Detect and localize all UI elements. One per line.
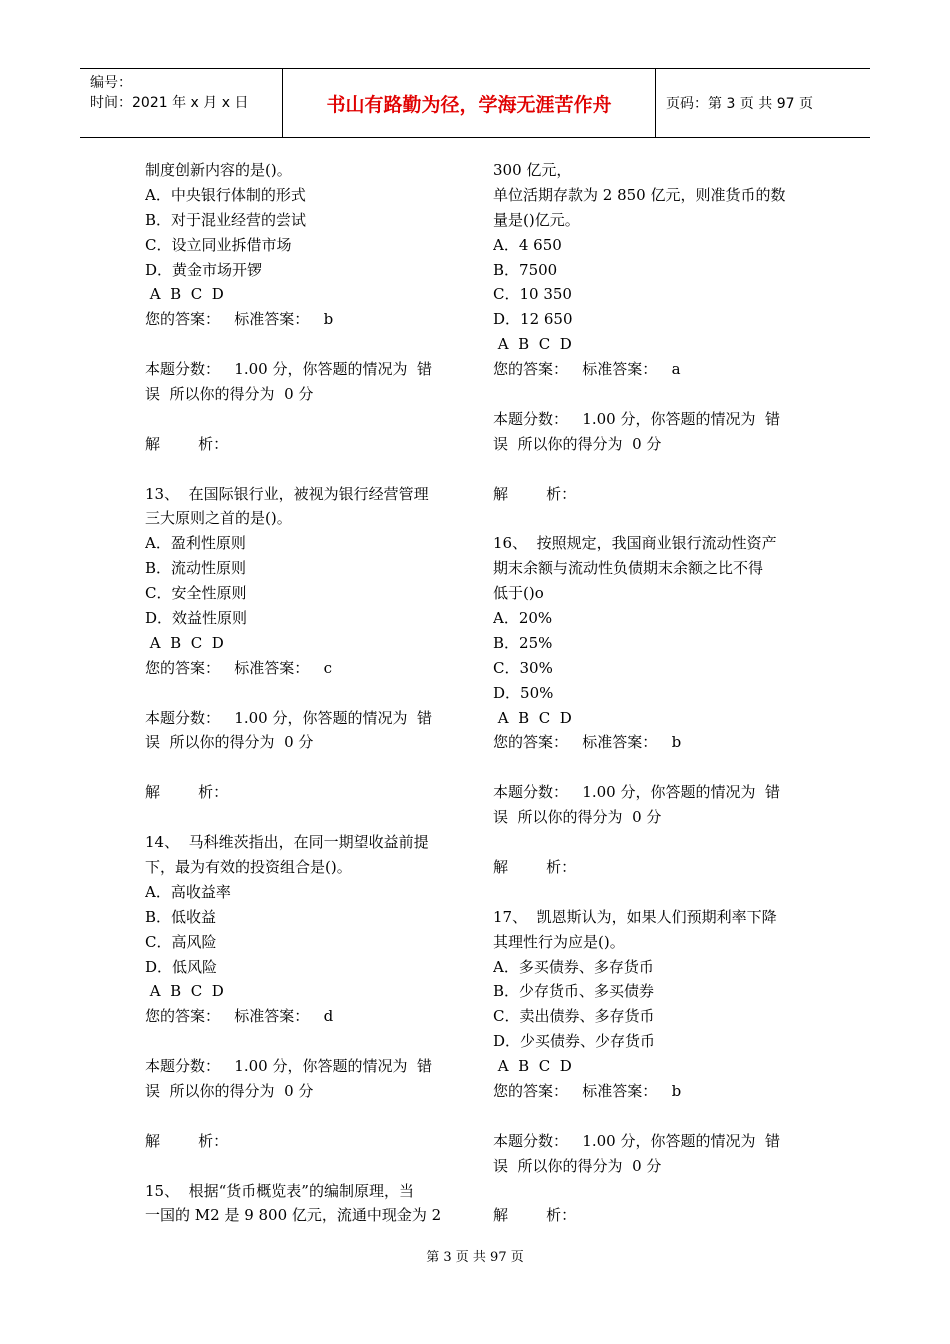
- text-line: 下，最为有效的投资组合是()。: [145, 857, 352, 876]
- text-line: 一国的 M2 是 9 800 亿元，流通中现金为 2: [145, 1206, 442, 1225]
- text-line: D．50%: [493, 683, 554, 702]
- text-line: [145, 457, 465, 482]
- text-line: 误 所以你的得分为 0 分: [493, 808, 662, 827]
- text-line: B．低收益: [145, 907, 217, 926]
- text-line: C．10 350: [493, 285, 572, 304]
- text-line: A．中央银行体制的形式: [145, 185, 306, 204]
- text-line: 本题分数： 1.00 分，你答题的情况为 错: [493, 409, 781, 428]
- header-meta: [80, 69, 282, 137]
- text-line: A B C D: [493, 1057, 572, 1076]
- text-line: [145, 332, 465, 357]
- text-line: 您的答案： 标准答案： b: [493, 1081, 682, 1100]
- text-line: B．少存货币、多买债券: [493, 982, 655, 1001]
- text-line: 解 析：: [493, 857, 577, 876]
- text-line: A B C D: [145, 633, 224, 652]
- text-line: B．流动性原则: [145, 559, 247, 578]
- text-line: A B C D: [145, 285, 224, 304]
- text-line: D．黄金市场开锣: [145, 260, 263, 279]
- text-line: A．盈利性原则: [145, 534, 246, 553]
- right-column: [493, 158, 813, 1228]
- text-line: 期末余额与流动性负债期末余额之比不得: [493, 559, 764, 578]
- left-column: [145, 158, 465, 1228]
- text-line: 14、 马科维茨指出，在同一期望收益前提: [145, 833, 429, 852]
- text-line: A．高收益率: [145, 882, 231, 901]
- text-line: 您的答案： 标准答案： b: [145, 310, 334, 329]
- header-number-label: 编号：: [90, 75, 132, 91]
- text-line: 解 析：: [145, 434, 229, 453]
- text-line: 本题分数： 1.00 分，你答题的情况为 错: [145, 360, 433, 379]
- text-line: 本题分数： 1.00 分，你答题的情况为 错: [493, 1131, 781, 1150]
- text-line: [145, 805, 465, 830]
- text-line: 单位活期存款为 2 850 亿元，则准货币的数: [493, 185, 786, 204]
- text-line: A B C D: [145, 982, 224, 1001]
- text-line: D．少买债券、少存货币: [493, 1032, 656, 1051]
- text-line: 本题分数： 1.00 分，你答题的情况为 错: [493, 783, 781, 802]
- text-line: 解 析：: [145, 1131, 229, 1150]
- text-line: 300 亿元，: [493, 161, 572, 179]
- text-line: [145, 1029, 465, 1054]
- text-line: C．设立同业拆借市场: [145, 235, 292, 254]
- text-line: A B C D: [493, 335, 572, 354]
- text-line: [145, 1104, 465, 1129]
- text-line: 13、 在国际银行业，被视为银行经营管理: [145, 484, 429, 503]
- text-line: 您的答案： 标准答案： a: [493, 360, 681, 379]
- text-line: 您的答案： 标准答案： b: [493, 733, 682, 752]
- text-line: D．12 650: [493, 310, 573, 329]
- text-line: 17、 凯恩斯认为，如果人们预期利率下降: [493, 907, 777, 926]
- header-time-label: 时间：2021 年 x 月 x 日: [90, 95, 249, 111]
- text-line: D．低风险: [145, 957, 218, 976]
- text-line: [493, 1104, 813, 1129]
- text-line: [493, 382, 813, 407]
- page-header: [80, 68, 870, 138]
- text-line: 低于()o: [493, 584, 544, 603]
- text-line: 误 所以你的得分为 0 分: [145, 385, 314, 404]
- text-line: 制度创新内容的是()。: [145, 161, 292, 179]
- text-line: 解 析：: [493, 1206, 577, 1225]
- text-line: 15、 根据“货币概览表”的编制原理，当: [145, 1181, 414, 1200]
- text-line: [493, 755, 813, 780]
- text-line: 其理性行为应是()。: [493, 932, 625, 951]
- text-line: D．效益性原则: [145, 609, 248, 628]
- text-line: [145, 407, 465, 432]
- text-line: [493, 830, 813, 855]
- header-page-label: 页码：第 3 页 共 97 页: [666, 96, 813, 112]
- text-line: 误 所以你的得分为 0 分: [493, 1156, 662, 1175]
- text-line: 本题分数： 1.00 分，你答题的情况为 错: [145, 708, 433, 727]
- text-line: 您的答案： 标准答案： d: [145, 1007, 334, 1026]
- text-line: A．4 650: [493, 235, 562, 254]
- text-line: [493, 1179, 813, 1204]
- text-line: 量是()亿元。: [493, 210, 580, 229]
- text-line: [493, 506, 813, 531]
- text-line: B．7500: [493, 260, 558, 279]
- text-line: 您的答案： 标准答案： c: [145, 658, 333, 677]
- text-line: [493, 880, 813, 905]
- text-line: B．对于混业经营的尝试: [145, 210, 307, 229]
- page-footer: 第 3 页 共 97 页: [426, 1250, 524, 1265]
- text-line: 误 所以你的得分为 0 分: [493, 434, 662, 453]
- text-line: 解 析：: [493, 484, 577, 503]
- text-line: 本题分数： 1.00 分，你答题的情况为 错: [145, 1057, 433, 1076]
- text-line: 误 所以你的得分为 0 分: [145, 733, 314, 752]
- text-line: 误 所以你的得分为 0 分: [145, 1081, 314, 1100]
- text-line: C．卖出债券、多存货币: [493, 1007, 655, 1026]
- text-line: C．30%: [493, 658, 553, 677]
- text-line: 解 析：: [145, 783, 229, 802]
- text-line: B．25%: [493, 633, 553, 652]
- text-line: [145, 681, 465, 706]
- text-line: 三大原则之首的是()。: [145, 509, 292, 528]
- text-line: [493, 457, 813, 482]
- text-line: [145, 1154, 465, 1179]
- text-line: A．多买债券、多存货币: [493, 957, 654, 976]
- text-line: [145, 755, 465, 780]
- header-motto: 书山有路勤为径，学海无涯苦作舟: [282, 69, 656, 137]
- text-line: 16、 按照规定，我国商业银行流动性资产: [493, 534, 777, 553]
- text-line: A B C D: [493, 708, 572, 727]
- text-line: C．安全性原则: [145, 584, 247, 603]
- text-line: C．高风险: [145, 932, 217, 951]
- text-line: A．20%: [493, 609, 553, 628]
